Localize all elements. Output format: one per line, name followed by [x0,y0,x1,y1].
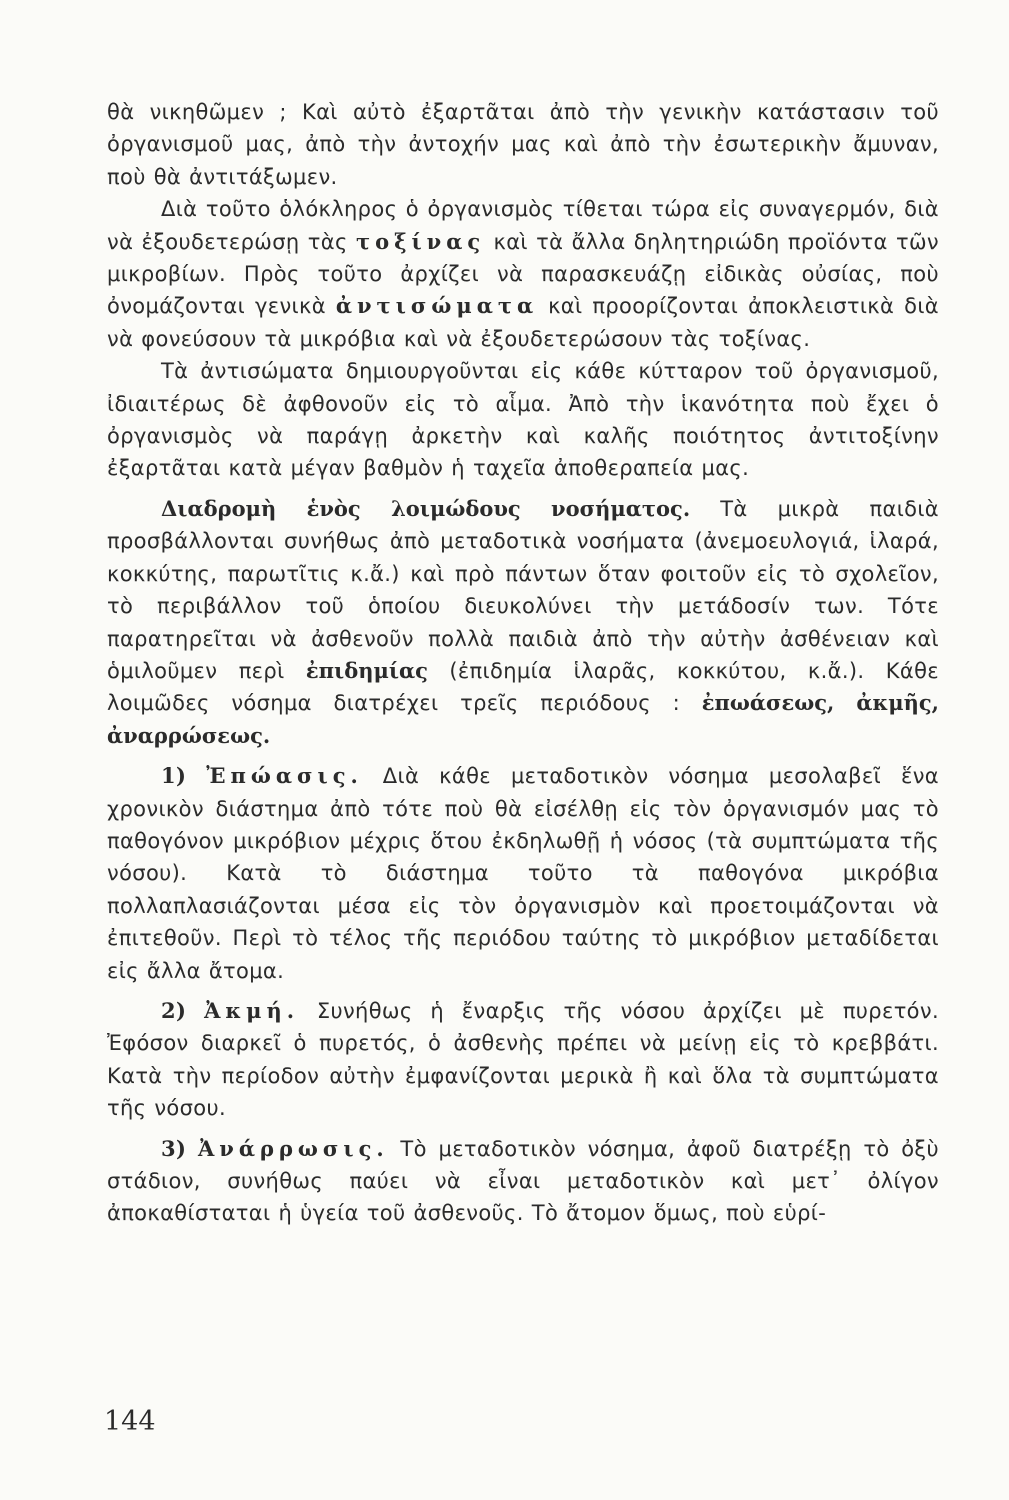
paragraph-text: Τὰ μικρὰ παιδιὰ προσβάλλονται συνήθως ἀπὸ μεταδοτικὰ νοσήματα (ἀνεμοευλογιά, ἱλαρά, κοκκύτης, παρωτῖτις κ.ἄ.) καὶ πρὸ πάντων ὅταν φοιτοῦν εἰς τὸ σχολεῖον, τὸ περιβάλλον τοῦ ὁποίου διευκολύνει τὴν μετάδοσίν των. Τότε παρατηρεῖται νὰ ἀσθενοῦν πολλὰ παιδιὰ ἀπὸ τὴν αὐτὴν ἀσθένειαν καὶ ὁμιλοῦμεν περὶ [107,496,939,683]
emphasis-term: ἀντισώματα [335,293,539,319]
section-heading: Διαδρομὴ ἑνὸς λοιμώδους νοσήματος. [161,495,691,521]
paragraph-text: Τὸ μεταδοτικὸν νόσημα, ἀφοῦ διατρέξῃ τὸ ὀξὺ στάδιον, συνήθως παύει νὰ εἶναι μεταδοτικὸν καὶ μετ᾽ ὀλίγον ἀποκαθίσταται ἡ ὑγεία τοῦ ἀσθενοῦς. Τὸ ἄτομον ὅμως, ποὺ εὑρί- [107,1136,939,1226]
paragraph-text: Τὰ ἀντισώματα δημιουργοῦνται εἰς κάθε κύτταρον τοῦ ὀργανισμοῦ, ἰδιαιτέρως δὲ ἀφθονοῦν εἰς τὸ αἷμα. Ἀπὸ τὴν ἱκανότητα ποὺ ἔχει ὁ ὀργανισμὸς νὰ παράγῃ ἀρκετὴν καὶ καλῆς ποιότητος ἀντιτοξίνην ἐξαρτᾶται κατὰ μέγαν βαθμὸν ἡ ταχεῖα ἀποθεραπεία μας. [107,359,939,481]
paragraph-text: Διὰ κάθε μεταδοτικὸν νόσημα μεσολαβεῖ ἕνα χρονικὸν διάστημα ἀπὸ τότε ποὺ θὰ εἰσέλθῃ εἰς τὸν ὀργανισμόν μας τὸ παθογόνον μικρόβιον μέχρις ὅτου ἐκδηλωθῇ ἡ νόσος (τὰ συμπτώματα τῆς νόσου). Κατὰ τὸ διάστημα τοῦτο τὰ παθογόνα μικρόβια πολλαπλασιάζονται μέσα εἰς τὸν ὀργανισμὸν καὶ προετοιμάζονται νὰ ἐπιτεθοῦν. Περὶ τὸ τέλος τῆς περιόδου ταύτης τὸ μικρόβιον μεταδίδεται εἰς ἄλλα ἄτομα. [107,764,940,983]
paragraph-text: Διὰ τοῦτο ὁλόκληρος ὁ ὀργανισμὸς τίθεται τώρα εἰς συναγερμόν, διὰ νὰ ἐξουδετερώσῃ τὰς [107,197,939,254]
paragraph-text: καὶ τὰ ἄλλα δηλητηριώδη προϊόντα τῶν μικροβίων. Πρὸς τοῦτο ἀρχίζει νὰ παρασκευάζῃ εἰδικὰς οὐσίας, ποὺ ὀνομάζονται γενικὰ [107,229,939,319]
paragraph-text: θὰ νικηθῶμεν ; Καὶ αὐτὸ ἐξαρτᾶται ἀπὸ τὴν γενικὴν κατάστασιν τοῦ ὀργανισμοῦ μας, ἀπὸ τὴν ἀντοχήν μας καὶ ἀπὸ τὴν ἐσωτερικὴν ἄμυναν, ποὺ θὰ ἀντιτάξωμεν. [107,100,939,189]
paragraph-1 [107,96,939,193]
list-number: 3) [161,1135,187,1161]
emphasis-term: ἐπιδημίας [305,657,428,683]
paragraph-text: καὶ προορίζονται ἀποκλειστικὰ διὰ νὰ φονεύσουν τὰ μικρόβια καὶ νὰ ἐξουδετερώσουν τὰς τοξίνας. [107,294,939,351]
list-number: 2) [161,997,187,1023]
emphasis-term: ἐπωάσεως, ἀκμῆς, ἀναρρώσεως. [107,690,939,748]
paragraph-5 [107,760,939,987]
paragraph-2 [107,193,939,355]
text-column [107,96,939,1230]
emphasis-term: τοξίνας [355,228,486,254]
page-number: 144 [104,1406,156,1437]
paragraph-4 [107,493,939,752]
paragraph-6 [107,995,939,1125]
paragraph-3 [107,355,939,485]
list-number: 1) [161,763,187,789]
period-term: Ἀνάρρωσις. [197,1135,389,1161]
paragraph-text: Συνήθως ἡ ἔναρξις τῆς νόσου ἀρχίζει μὲ πυρετόν. Ἐφόσον διαρκεῖ ὁ πυρετός, ὁ ἀσθενὴς πρέπει νὰ μείνῃ εἰς τὸ κρεββάτι. Κατὰ τὴν περίοδον αὐτὴν ἐμφανίζονται μερικὰ ἢ καὶ ὅλα τὰ συμπτώματα τῆς νόσου. [107,998,939,1121]
paragraph-7 [107,1133,939,1230]
period-term: Ἀκμή. [204,997,300,1023]
period-term: Ἐπώασις. [206,763,363,789]
paragraph-text: (ἐπιδημία ἱλαρᾶς, κοκκύτου, κ.ἄ.). Κάθε λοιμῶδες νόσημα διατρέχει τρεῖς περιόδους : [107,658,939,716]
